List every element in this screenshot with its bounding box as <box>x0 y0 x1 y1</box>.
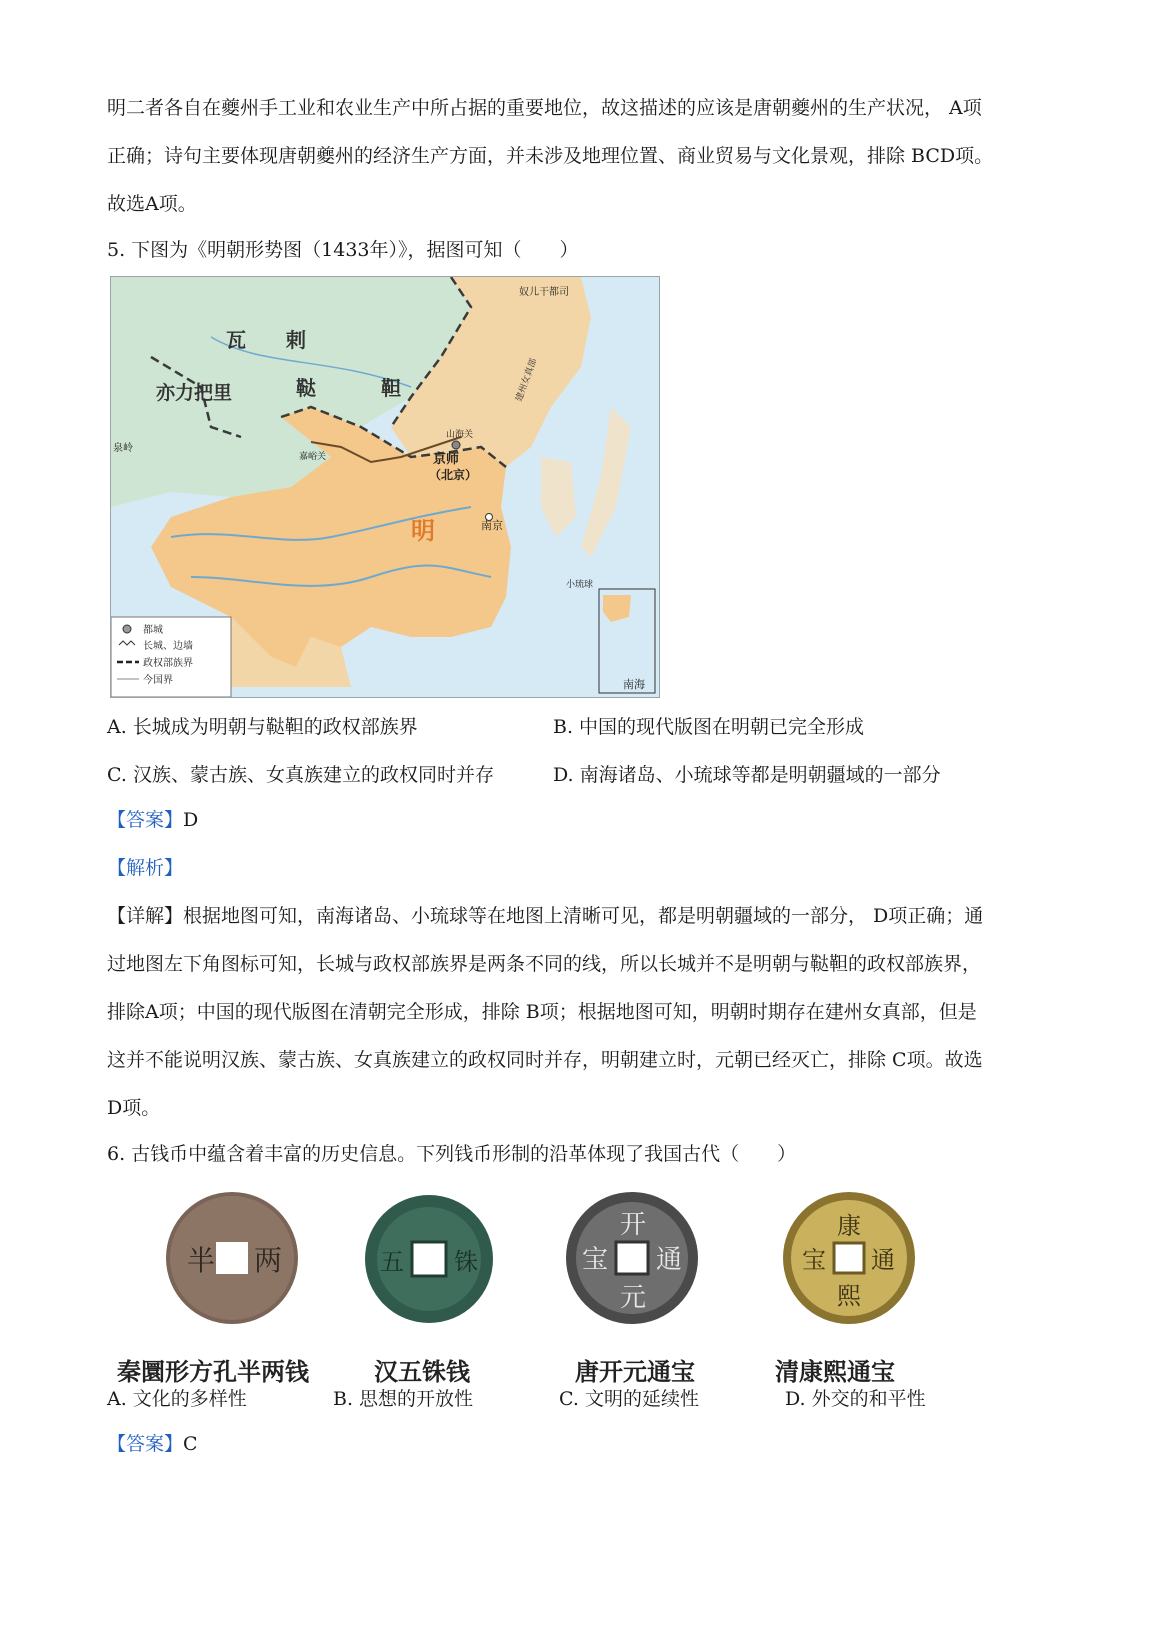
question-5-stem <box>107 226 1057 274</box>
intro-line: 正确；诗句主要体现唐朝夔州的经济生产方面，并未涉及地理位置、商业贸易与文化景观，排除 BCD项。 <box>107 145 994 167</box>
coin-caption-tang: 唐开元通宝 <box>575 1358 695 1386</box>
intro-paragraph <box>107 84 1057 228</box>
map-label-yilibali: 亦力把里 <box>156 382 233 404</box>
coin-char: 宝 <box>802 1246 826 1274</box>
coin-char: 两 <box>254 1244 283 1277</box>
option-b[interactable]: B. 思想的开放性 <box>333 1388 474 1410</box>
question-5-analysis <box>107 844 1057 892</box>
legend-modern-label: 今国界 <box>143 675 173 686</box>
map-label-tatar-2: 靼 <box>381 376 401 400</box>
detail-line: D项。 <box>107 1097 161 1119</box>
answer-label: 【答案】 <box>107 1433 184 1455</box>
coin-char: 通 <box>656 1245 683 1275</box>
coin-caption-qing: 清康熙通宝 <box>775 1358 895 1386</box>
answer-value: C <box>183 1433 198 1455</box>
ming-dynasty-map <box>110 276 660 698</box>
detail-line: 根据地图可知，南海诸岛、小琉球等在地图上清晰可见，都是明朝疆域的一部分， D项正确；通 <box>183 905 984 927</box>
coin-caption-qin: 秦圜形方孔半两钱 <box>117 1358 309 1386</box>
coin-char: 宝 <box>582 1245 609 1275</box>
detail-line: 过地图左下角图标可知，长城与政权部族界是两条不同的线，所以长城并不是明朝与鞑靼的政权部族界， <box>107 953 982 975</box>
option-d[interactable]: D. 外交的和平性 <box>785 1388 926 1410</box>
map-label-nanjing: 南京 <box>481 519 503 532</box>
intro-line: 明二者各自在夔州手工业和农业生产中所占据的重要地位，故这描述的应该是唐朝夔州的生产状况， A项 <box>107 97 982 119</box>
question-5-options-row-1 <box>107 712 1057 742</box>
coin-char: 熙 <box>837 1282 861 1310</box>
option-d[interactable]: D. 南海诸岛、小琉球等都是明朝疆域的一部分 <box>553 764 941 786</box>
answer-label: 【答案】 <box>107 809 184 831</box>
coin-char: 开 <box>620 1210 647 1240</box>
map-label-tatar-1: 鞑 <box>296 376 316 400</box>
coin-char: 五 <box>380 1248 404 1276</box>
answer-value: D <box>183 809 199 831</box>
detail-label: 【详解】 <box>107 905 184 927</box>
question-6-options-row <box>107 1384 1057 1414</box>
question-5-detail <box>107 892 1057 1132</box>
option-a[interactable]: A. 长城成为明朝与鞑靼的政权部族界 <box>107 716 418 738</box>
map-label-jiayu: 嘉峪关 <box>299 452 327 462</box>
analysis-label: 【解析】 <box>107 857 184 879</box>
detail-line: 这并不能说明汉族、蒙古族、女真族建立的政权同时并存，明朝建立时，元朝已经灭亡，排除 C项。故选 <box>107 1049 983 1071</box>
question-5-options-row-2 <box>107 760 1057 790</box>
question-5-text: 5. 下图为《明朝形势图（1433年）》，据图可知（ ） <box>107 239 579 261</box>
option-b[interactable]: B. 中国的现代版图在明朝已完全形成 <box>553 716 865 738</box>
question-6-stem <box>107 1130 1057 1178</box>
coin-char: 康 <box>837 1212 861 1240</box>
coin-caption-han: 汉五铢钱 <box>374 1358 470 1386</box>
map-label-shanhai: 山海关 <box>446 430 474 440</box>
question-5-answer <box>107 796 1057 844</box>
coin-char: 通 <box>871 1246 895 1274</box>
map-label-capital: 京师 <box>433 452 460 467</box>
option-c[interactable]: C. 汉族、蒙古族、女真族建立的政权同时并存 <box>107 764 494 786</box>
inset-label-nanhai: 南海 <box>623 678 645 691</box>
qing-coin-image <box>779 1188 919 1328</box>
coins-figure <box>107 1180 967 1390</box>
question-6-answer <box>107 1420 1057 1468</box>
legend-wall-label: 长城、边墙 <box>143 641 193 652</box>
coin-char: 铢 <box>454 1248 478 1276</box>
question-6-text: 6. 古钱币中蕴含着丰富的历史信息。下列钱币形制的沿革体现了我国古代（ ） <box>107 1143 797 1165</box>
option-a[interactable]: A. 文化的多样性 <box>107 1388 247 1410</box>
option-c[interactable]: C. 文明的延续性 <box>559 1388 699 1410</box>
legend-capital-label: 都城 <box>143 625 163 636</box>
capital-marker-icon <box>452 441 460 449</box>
map-label-nuergan: 奴儿干都司 <box>519 287 569 298</box>
map-label-wala: 瓦 剌 <box>226 328 306 352</box>
map-label-left-edge: 泉岭 <box>113 443 133 454</box>
legend-boundary-label: 政权部族界 <box>143 658 193 669</box>
legend-capital-icon <box>123 625 131 633</box>
intro-line: 故选A项。 <box>107 193 197 215</box>
qin-coin-image <box>162 1188 302 1328</box>
detail-line: 排除A项；中国的现代版图在清朝完全形成，排除 B项；根据地图可知，明朝时期存在建州女真部，但是 <box>107 1001 977 1023</box>
map-label-ming: 明 <box>411 517 435 545</box>
tang-coin-image <box>562 1188 702 1328</box>
coin-char: 半 <box>187 1244 216 1277</box>
coin-char: 元 <box>620 1283 647 1313</box>
map-label-capital-sub: （北京） <box>429 468 478 482</box>
han-coin-image <box>362 1192 497 1327</box>
map-label-jianzhou: 建州女真部 <box>514 357 540 404</box>
map-label-xiaoliuqiu: 小琉球 <box>566 580 594 590</box>
